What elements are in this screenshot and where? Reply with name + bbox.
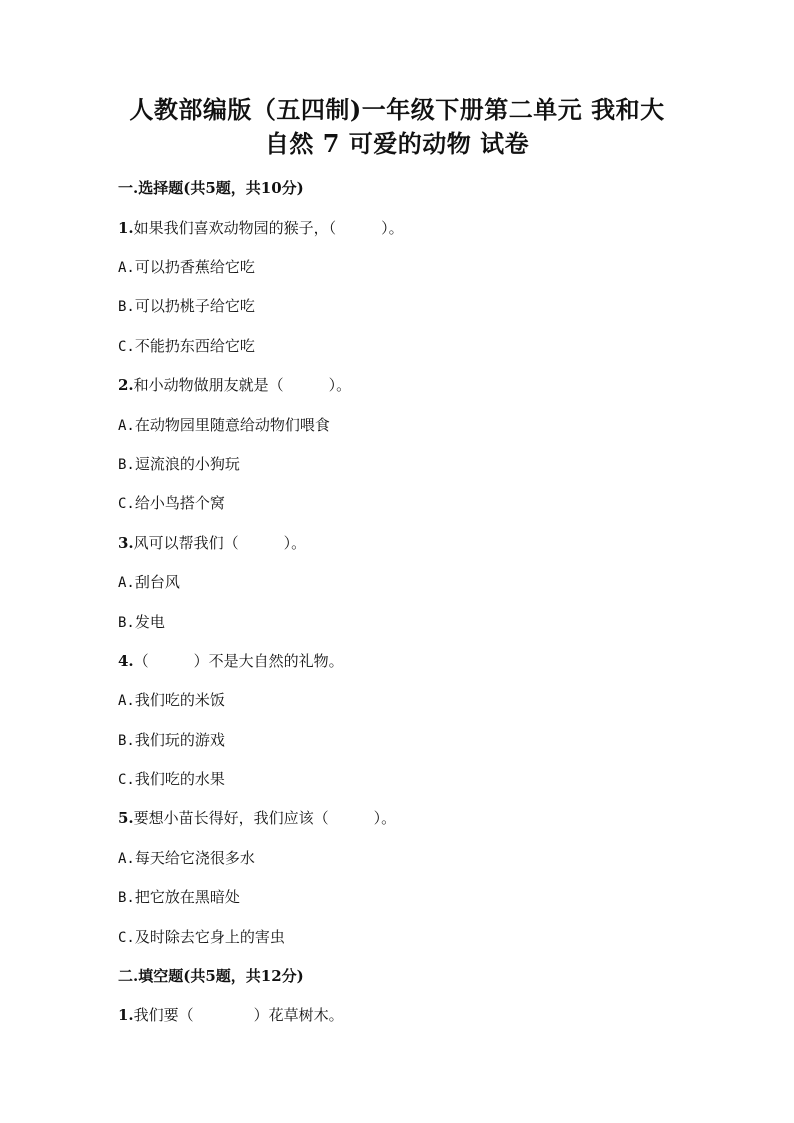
option-text: 可以扔香蕉给它吃 xyxy=(134,258,255,276)
question-2 xyxy=(118,375,351,395)
question-4 xyxy=(118,651,344,671)
section-heading-fill-blank: 二.填空题(共5题，共12分) xyxy=(118,967,304,985)
fill-question-1 xyxy=(118,1005,344,1025)
option-text: 每天给它浇很多水 xyxy=(134,849,255,867)
title-line-2: 自然 7 可爱的动物 试卷 xyxy=(264,129,530,158)
question-number: 1. xyxy=(118,1006,134,1024)
question-text: 要想小苗长得好，我们应该（ ）。 xyxy=(133,809,397,827)
option-4c xyxy=(118,769,225,790)
option-text: 给小鸟搭个窝 xyxy=(134,494,225,512)
option-2a xyxy=(118,415,330,436)
option-label: A. xyxy=(118,693,135,709)
option-text: 及时除去它身上的害虫 xyxy=(134,928,285,946)
option-label: B. xyxy=(118,299,135,315)
option-5c xyxy=(118,927,285,948)
option-label: B. xyxy=(118,615,135,631)
option-text: 逗流浪的小狗玩 xyxy=(134,455,240,473)
option-2b xyxy=(118,454,240,475)
option-label: A. xyxy=(118,851,135,867)
option-1b xyxy=(118,296,255,317)
question-1 xyxy=(118,218,404,238)
option-text: 我们吃的米饭 xyxy=(134,691,225,709)
option-5b xyxy=(118,887,240,908)
option-label: B. xyxy=(118,890,135,906)
question-number: 5. xyxy=(118,809,134,827)
option-label: C. xyxy=(118,496,135,512)
option-5a xyxy=(118,848,255,869)
option-label: A. xyxy=(118,418,135,434)
option-text: 可以扔桃子给它吃 xyxy=(134,297,255,315)
option-label: C. xyxy=(118,772,135,788)
question-number: 2. xyxy=(118,376,134,394)
option-4a xyxy=(118,690,225,711)
option-text: 我们玩的游戏 xyxy=(134,731,225,749)
option-text: 在动物园里随意给动物们喂食 xyxy=(134,416,330,434)
question-text: 如果我们喜欢动物园的猴子，（ ）。 xyxy=(133,219,404,237)
title-line-1: 人教部编版（五四制)一年级下册第二单元 我和大 xyxy=(129,95,665,124)
option-text: 刮台风 xyxy=(134,573,180,591)
option-label: B. xyxy=(118,733,135,749)
option-1c xyxy=(118,336,255,357)
question-text: 我们要（ ）花草树木。 xyxy=(133,1006,344,1024)
question-text: 风可以帮我们（ ）。 xyxy=(133,534,307,552)
option-3a xyxy=(118,572,180,593)
option-text: 我们吃的水果 xyxy=(134,770,225,788)
question-number: 4. xyxy=(118,652,134,670)
question-text: 和小动物做朋友就是（ ）。 xyxy=(133,376,352,394)
option-label: C. xyxy=(118,930,135,946)
option-4b xyxy=(118,730,225,751)
question-3 xyxy=(118,533,306,553)
option-1a xyxy=(118,257,255,278)
option-text: 不能扔东西给它吃 xyxy=(134,337,255,355)
question-number: 1. xyxy=(118,219,134,237)
option-3b xyxy=(118,612,165,633)
option-label: A. xyxy=(118,260,135,276)
section-heading-choice: 一.选择题(共5题，共10分) xyxy=(118,179,304,197)
question-5 xyxy=(118,808,396,828)
option-text: 把它放在黑暗处 xyxy=(134,888,240,906)
question-text: （ ）不是大自然的礼物。 xyxy=(133,652,344,670)
option-label: C. xyxy=(118,339,135,355)
option-text: 发电 xyxy=(134,613,165,631)
option-label: B. xyxy=(118,457,135,473)
option-label: A. xyxy=(118,575,135,591)
option-2c xyxy=(118,493,225,514)
question-number: 3. xyxy=(118,534,134,552)
